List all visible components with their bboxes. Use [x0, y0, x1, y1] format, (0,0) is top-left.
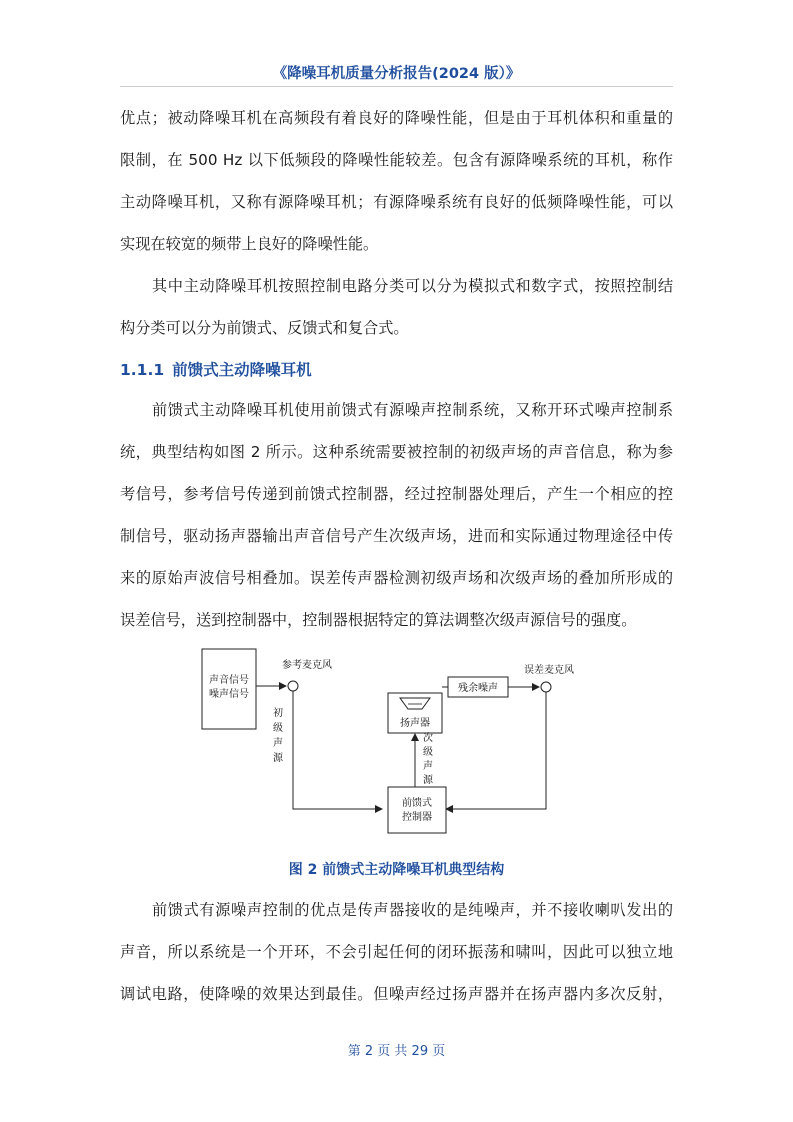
error-feedback-line — [446, 692, 546, 809]
section-title: 前馈式主动降噪耳机 — [172, 361, 312, 379]
reference-mic-icon — [288, 681, 298, 691]
body-text-line: 来的原始声波信号相叠加。误差传声器检测初级声场和次级声场的叠加所形成的 — [120, 569, 673, 587]
error-mic-icon — [541, 682, 551, 692]
body-text-line: 构分类可以分为前馈式、反馈式和复合式。 — [120, 319, 409, 337]
page-number-footer: 第 2 页 共 29 页 — [347, 1044, 446, 1059]
primary-source-char: 声 — [273, 738, 283, 749]
figure-caption: 图 2 前馈式主动降噪耳机典型结构 — [288, 862, 505, 878]
body-text-line: 考信号，参考信号传递到前馈式控制器，经过控制器处理后，产生一个相应的控 — [120, 485, 673, 503]
section-heading — [120, 358, 312, 380]
residual-noise-label: 残余噪声 — [458, 683, 498, 694]
reference-mic-label: 参考麦克风 — [282, 660, 332, 671]
document-header-title: 《降噪耳机质量分析报告(2024 版）》 — [272, 66, 521, 82]
body-text-line: 声音，所以系统是一个开环，不会引起任何的闭环振荡和啸叫，因此可以独立地 — [120, 943, 673, 961]
secondary-source-char: 级 — [423, 747, 433, 758]
secondary-source-char: 源 — [423, 775, 433, 786]
body-text-line: 优点；被动降噪耳机在高频段有着良好的降噪性能，但是由于耳机体积和重量的 — [120, 109, 673, 127]
body-text-line: 限制，在 500 Hz 以下低频段的降噪性能较差。包含有源降噪系统的耳机，称作 — [120, 151, 673, 169]
source-box-label-2: 噪声信号 — [209, 689, 249, 700]
body-text-line: 主动降噪耳机，又称有源降噪耳机；有源降噪系统有良好的低频降噪性能，可以 — [120, 193, 673, 211]
body-text-line: 前馈式有源噪声控制的优点是传声器接收的是纯噪声，并不接收喇叭发出的 — [152, 901, 673, 919]
feedforward-anc-diagram — [196, 645, 586, 845]
feedforward-controller-box — [388, 787, 446, 833]
source-box-label-1: 声音信号 — [209, 675, 249, 686]
primary-source-char: 级 — [273, 723, 283, 734]
body-text-line: 实现在较宽的频带上良好的降噪性能。 — [120, 235, 379, 253]
primary-source-char: 源 — [273, 753, 283, 764]
error-mic-label: 误差麦克风 — [524, 665, 574, 676]
section-number: 1.1.1 — [120, 361, 165, 379]
primary-source-char: 初 — [273, 708, 283, 719]
secondary-source-char: 声 — [423, 761, 433, 772]
body-text-line: 其中主动降噪耳机按照控制电路分类可以分为模拟式和数字式，按照控制结 — [152, 277, 673, 295]
header-divider — [120, 86, 673, 87]
controller-label-1: 前馈式 — [402, 798, 432, 809]
reference-path-line — [293, 691, 382, 809]
speaker-label: 扬声器 — [400, 718, 430, 729]
body-text-line: 制信号，驱动扬声器输出声音信号产生次级声场，进而和实际通过物理途径中传 — [120, 527, 673, 545]
diagram-canvas — [196, 645, 586, 845]
body-text-line: 误差信号，送到控制器中，控制器根据特定的算法调整次级声源信号的强度。 — [120, 611, 637, 629]
controller-label-2: 控制器 — [402, 812, 432, 823]
secondary-source-char: 次 — [423, 733, 433, 744]
body-text-line: 前馈式主动降噪耳机使用前馈式有源噪声控制系统，又称开环式噪声控制系 — [152, 401, 673, 419]
body-text-line: 调试电路，使降噪的效果达到最佳。但噪声经过扬声器并在扬声器内多次反射， — [120, 985, 673, 1003]
body-text-line: 统，典型结构如图 2 所示。这种系统需要被控制的初级声场的声音信息，称为参 — [120, 443, 673, 461]
